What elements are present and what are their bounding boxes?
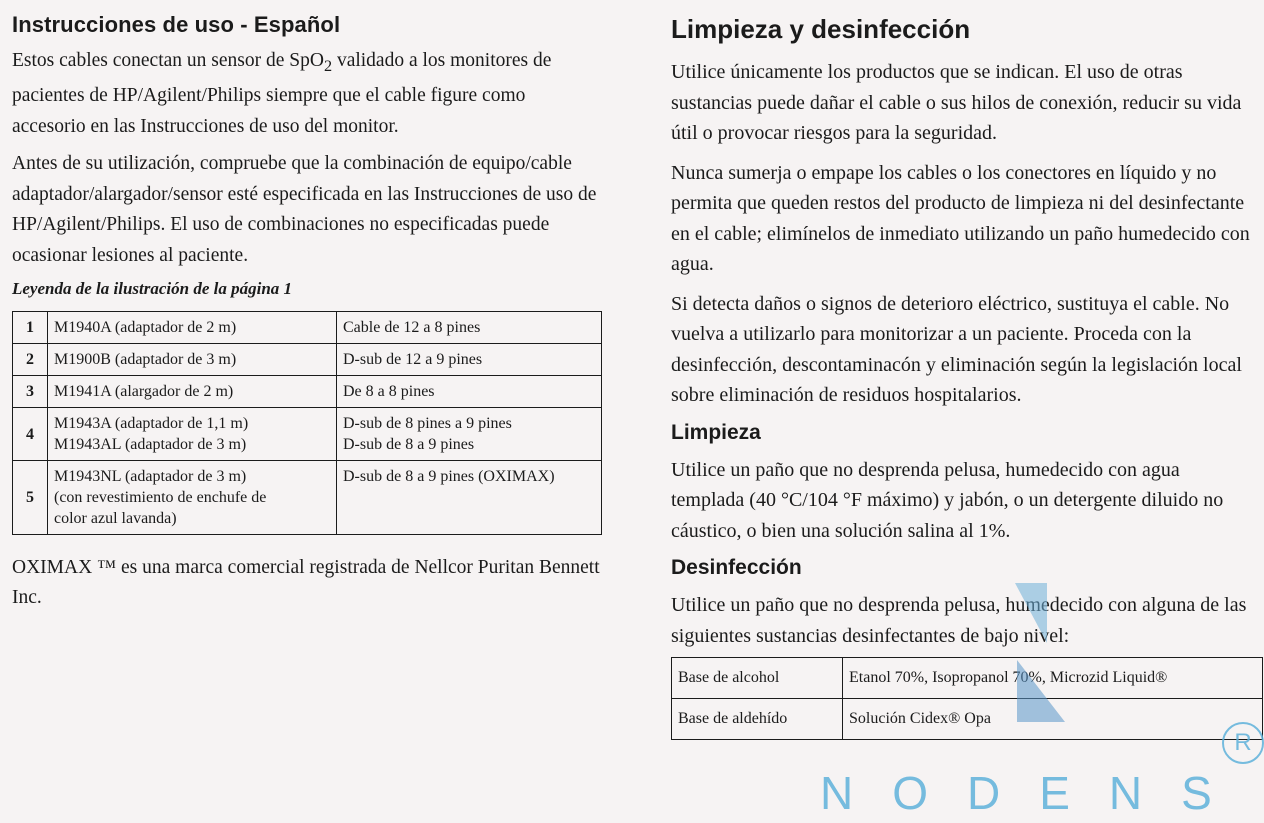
description-line: M1943A (adaptador de 1,1 m) xyxy=(54,415,249,433)
left-column xyxy=(12,12,602,613)
table-row xyxy=(672,699,1263,740)
description-line: (con revestimiento de enchufe de xyxy=(54,489,267,507)
row-number: 2 xyxy=(13,344,48,376)
warning-paragraph: Antes de su utilización, compruebe que la combinación de equipo/cable adaptador/alargador/sensor esté especificada en las Instrucciones de uso de HP/Agilent/Philips. El uso de combinaciones no especificadas puede ocasionar lesiones al paciente. xyxy=(12,153,597,266)
table-row xyxy=(13,376,602,408)
trademark-note: OXIMAX ™ es una marca comercial registrada de Nellcor Puritan Bennett Inc. xyxy=(12,557,600,609)
table-row xyxy=(13,312,602,344)
intro-paragraph xyxy=(12,46,602,142)
cleaning-paragraph: Utilice un paño que no desprenda pelusa, humedecido con agua templada (40 °C/104 °F máximo) y jabón, o un detergente diluido no cáustico, o bien una solución salina al 1%. xyxy=(671,458,1224,542)
parts-table xyxy=(12,311,602,535)
table-row xyxy=(13,461,602,535)
description-line: M1940A (adaptador de 2 m) xyxy=(54,319,237,337)
intro-subscript: 2 xyxy=(323,56,333,75)
connection-line: D-sub de 8 a 9 pines (OXIMAX) xyxy=(343,468,555,486)
description-line: M1943NL (adaptador de 3 m) xyxy=(54,468,247,486)
section-title-cleaning: Limpieza y desinfección xyxy=(671,14,971,44)
table-row xyxy=(13,408,602,461)
connection-line: D-sub de 8 pines a 9 pines xyxy=(343,415,512,433)
description-line: M1900B (adaptador de 3 m) xyxy=(54,351,237,369)
watermark-text: NODENS xyxy=(820,767,1251,819)
disinfectant-base: Base de aldehído xyxy=(672,699,843,740)
products-paragraph: Utilice únicamente los productos que se indican. El uso de otras sustancias puede dañar el cable o sus hilos de conexión, reducir su vida útil o provocar riesgos para la seguridad. xyxy=(671,61,1242,144)
connection-line: De 8 a 8 pines xyxy=(343,383,435,401)
row-connection xyxy=(337,376,602,408)
watermark-shape xyxy=(1015,583,1047,643)
row-number: 1 xyxy=(13,312,48,344)
damage-paragraph: Si detecta daños o signos de deterioro eléctrico, sustituya el cable. No vuelva a utilizarlo para monitorizar a un paciente. Proceda con la desinfección, descontaminacón y eliminación según la legislación local sobre eliminación de residuos hospitalarios. xyxy=(671,292,1242,406)
disinfection-heading: Desinfección xyxy=(671,556,802,579)
row-connection xyxy=(337,408,602,461)
row-number: 3 xyxy=(13,376,48,408)
connection-line: Cable de 12 a 8 pines xyxy=(343,319,481,337)
table-row xyxy=(672,658,1263,699)
row-description xyxy=(48,408,337,461)
row-number: 4 xyxy=(13,408,48,461)
disinfectants-table xyxy=(671,657,1263,740)
right-column xyxy=(671,14,1257,740)
intro-text-a: Estos cables conectan un sensor de SpO xyxy=(12,50,324,71)
legend-title: Leyenda de la ilustración de la página 1 xyxy=(12,279,293,299)
row-description xyxy=(48,344,337,376)
intro-text-b: validado a los monitores de pacientes de HP/Agilent/Philips siempre que el cable figure como accesorio en las Instrucciones de uso del monitor. xyxy=(12,50,552,137)
row-connection xyxy=(337,461,602,535)
connection-line: D-sub de 12 a 9 pines xyxy=(343,351,483,369)
row-description xyxy=(48,312,337,344)
row-connection xyxy=(337,344,602,376)
immersion-paragraph: Nunca sumerja o empape los cables o los conectores en líquido y no permita que queden restos del producto de limpieza ni del desinfectante en el cable; elimínelos de inmediato utilizando un paño humedecido con agua. xyxy=(671,161,1250,275)
description-line: color azul lavanda) xyxy=(54,510,177,528)
description-line: M1941A (alargador de 2 m) xyxy=(54,383,234,401)
row-description xyxy=(48,461,337,535)
disinfectant-products: Solución Cidex® Opa xyxy=(843,699,1263,740)
disinfectant-products: Etanol 70%, Isopropanol 70%, Microzid Liquid® xyxy=(843,658,1263,699)
row-connection xyxy=(337,312,602,344)
section-title-instructions: Instrucciones de uso - Español xyxy=(12,12,341,37)
disinfectant-base: Base de alcohol xyxy=(672,658,843,699)
table-row xyxy=(13,344,602,376)
disinfection-paragraph: Utilice un paño que no desprenda pelusa, humedecido con alguna de las siguientes sustancias desinfectantes de bajo nivel: xyxy=(671,594,1247,647)
row-number: 5 xyxy=(13,461,48,535)
registered-mark-icon: R xyxy=(1222,722,1264,764)
row-description xyxy=(48,376,337,408)
cleaning-heading: Limpieza xyxy=(671,420,761,444)
watermark-shape xyxy=(1017,660,1065,722)
connection-line: D-sub de 8 a 9 pines xyxy=(343,436,475,454)
description-line: M1943AL (adaptador de 3 m) xyxy=(54,436,247,454)
